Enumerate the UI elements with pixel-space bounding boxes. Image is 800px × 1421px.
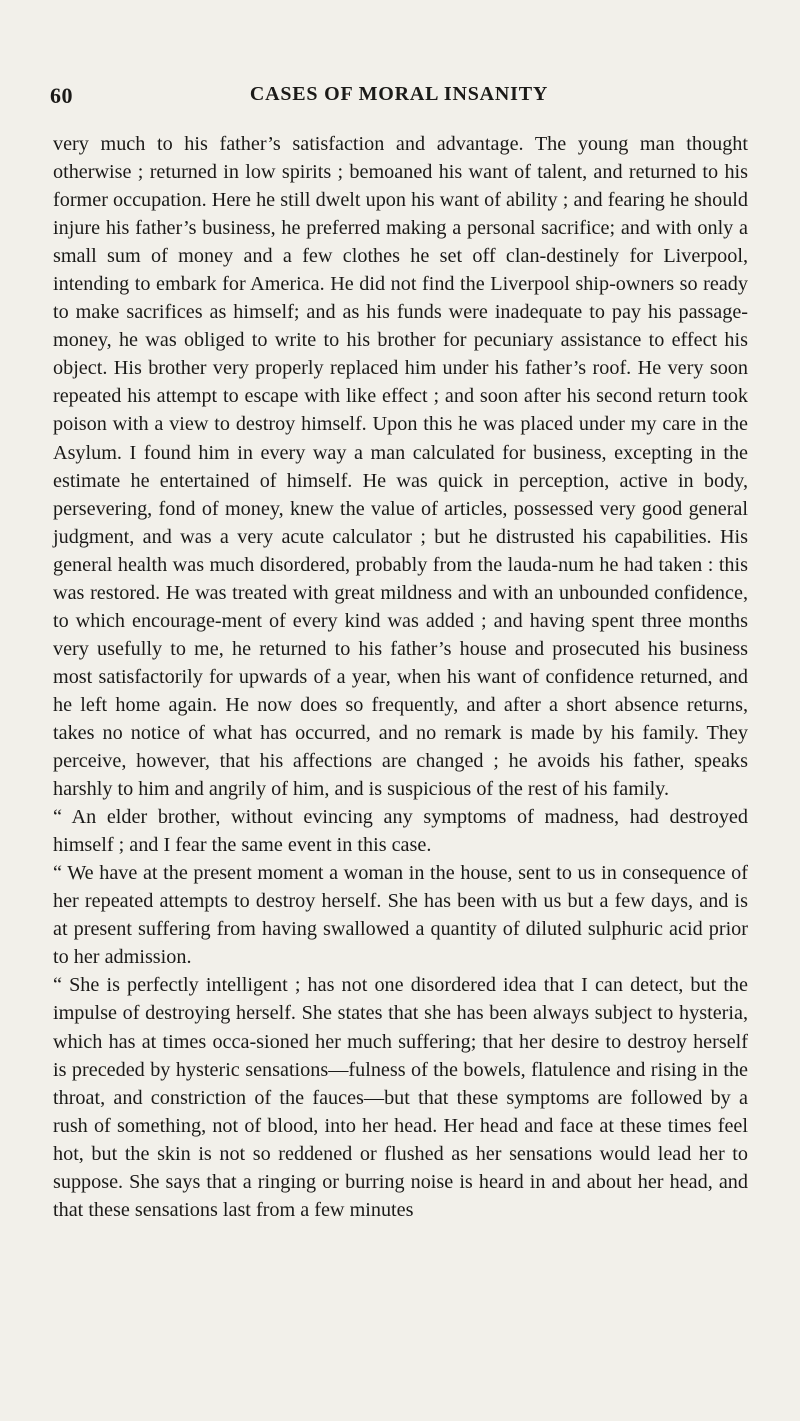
page-header [50, 83, 748, 109]
paragraph: “ She is perfectly intelligent ; has not one disordered idea that I can detect, but the impulse of destroying herself. She states that she has been always subject to hysteria, which has at times occa-sioned her much suffering; that her desire to destroy herself is preceded by hysteric sensations—fulness of the bowels, flatulence and rising in the throat, and constriction of the fauces—but that these symptoms are followed by a rush of something, not of blood, into her head. Her head and face at these times feel hot, but the skin is not so reddened or flushed as her sensations would lead her to suppose. She says that a ringing or burring noise is heard in and about her head, and that these sensations last from a few minutes [53, 974, 748, 1221]
body-text [53, 130, 748, 1224]
running-head: CASES OF MORAL INSANITY [249, 83, 549, 105]
paragraph: “ An elder brother, without evincing any symptoms of madness, had destroyed himself ; and I fear the same event in this case. [53, 806, 748, 857]
paragraph: “ We have at the present moment a woman in the house, sent to us in consequence of her repeated attempts to destroy herself. She has been with us but a few days, and is at present suffering from having swallowed a quantity of diluted sulphuric acid prior to her admission. [53, 862, 748, 969]
paragraph: very much to his father’s satisfaction and advantage. The young man thought otherwise ; returned in low spirits ; bemoaned his want of talent, and returned to his former occupation. Here he still dwelt upon his want of ability ; and fearing he should injure his father’s business, he preferred making a personal sacrifice; and with only a small sum of money and a few clothes he set off clan-destinely for Liverpool, intending to embark for America. He did not find the Liverpool ship-owners so ready to make sacrifices as himself; and as his funds were inadequate to pay his passage-money, he was obliged to write to his brother for pecuniary assistance to effect his object. His brother very properly replaced him under his father’s roof. He very soon repeated his attempt to escape with like effect ; and soon after his second return took poison with a view to destroy himself. Upon this he was placed under my care in the Asylum. I found him in every way a man calculated for business, excepting in the estimate he entertained of himself. He was quick in perception, active in body, persevering, fond of money, knew the value of articles, possessed very good general judgment, and was a very acute calculator ; but he distrusted his capabilities. His general health was much disordered, probably from the lauda-num he had taken : this was restored. He was treated with great mildness and with an unbounded confidence, to which encourage-ment of every kind was added ; and having spent three months very usefully to me, he returned to his father’s house and prosecuted his business most satisfactorily for upwards of a year, when his want of confidence returned, and he left home again. He now does so frequently, and after a short absence returns, takes no notice of what has occurred, and no remark is made by his family. They perceive, however, that his affections are changed ; he avoids his father, speaks harshly to him and angrily of him, and is suspicious of the rest of his family. [53, 133, 748, 801]
page-number: 60 [50, 83, 73, 108]
